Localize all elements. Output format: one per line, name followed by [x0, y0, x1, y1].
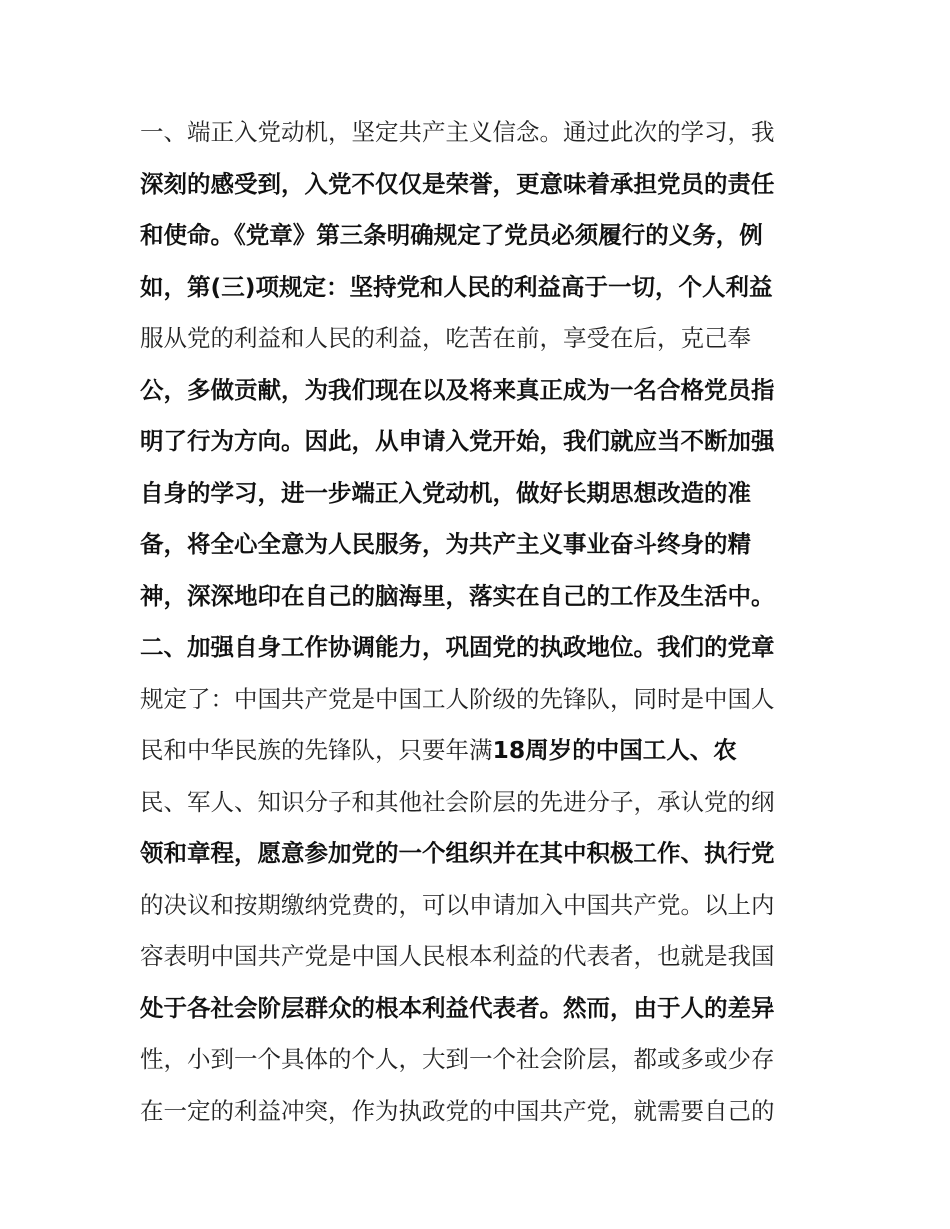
text-line-14: 民、军人、知识分子和其他社会阶层的先进分子，承认党的纲 — [140, 787, 775, 816]
text-line-9: 备，将全心全意为人民服务，为共产主义事业奋斗终身的精 — [140, 530, 751, 558]
text-line-10: 神，深深地印在自己的脑海里，落实在自己的工作及生活中。 — [140, 581, 775, 610]
text-line-4: 如，第(三)项规定：坚持党和人民的利益高于一切，个人利益 — [140, 272, 773, 301]
text-line-13-head: 民和中华民族的先锋队，只要年满 — [140, 736, 493, 764]
text-line-6: 公，多做贡献，为我们现在以及将来真正成为一名合格党员指 — [140, 375, 775, 404]
text-line-2: 深刻的感受到，入党不仅仅是荣誉，更意味着承担党员的责任 — [140, 169, 775, 198]
text-line-8: 自身的学习，进一步端正入党动机，做好长期思想改造的准 — [140, 478, 751, 507]
text-line-19: 性，小到一个具体的个人，大到一个社会阶层，都或多或少存 — [140, 1045, 775, 1073]
text-line-11: 二、加强自身工作协调能力，巩固党的执政地位。我们的党章 — [140, 633, 775, 661]
text-line-18: 处于各社会阶层群众的根本利益代表者。然而，由于人的差异 — [140, 993, 775, 1022]
text-line-17: 容表明中国共产党是中国人民根本利益的代表者，也就是我国 — [140, 942, 775, 970]
text-line-13 — [140, 725, 820, 777]
text-line-12: 规定了：中国共产党是中国工人阶级的先锋队，同时是中国人 — [140, 684, 775, 713]
text-line-15: 领和章程，愿意参加党的一个组织并在其中积极工作、执行党 — [140, 839, 775, 867]
text-line-20: 在一定的利益冲突，作为执政党的中国共产党，就需要自己的 — [140, 1096, 775, 1125]
text-line-7: 明了行为方向。因此，从申请入党开始，我们就应当不断加强 — [140, 427, 775, 455]
text-line-3: 和使命。《党章》第三条明确规定了党员必须履行的义务，例 — [140, 221, 763, 249]
text-line-5: 服从党的利益和人民的利益，吃苦在前，享受在后，克己奉 — [140, 324, 751, 352]
text-line-16: 的决议和按期缴纳党费的，可以申请加入中国共产党。以上内 — [140, 890, 775, 919]
text-line-1: 一、端正入党动机，坚定共产主义信念。通过此次的学习，我 — [140, 118, 775, 146]
body-text — [140, 107, 820, 1137]
text-line-13-tail: 18周岁的中国工人、农 — [492, 736, 737, 764]
